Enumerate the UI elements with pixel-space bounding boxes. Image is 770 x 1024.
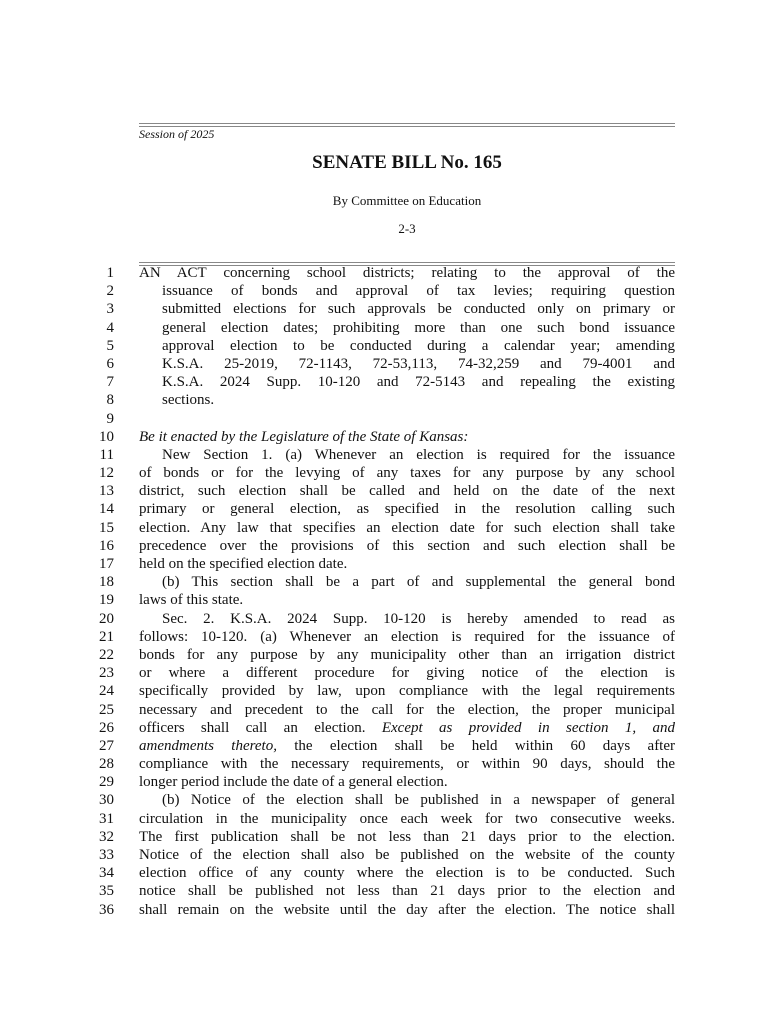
bill-line [0,682,770,700]
header-rule [139,123,675,124]
line-number: 28 [99,756,114,773]
bill-line [0,319,770,337]
bill-line [0,664,770,682]
line-number: 10 [99,428,114,445]
line-text: longer period include the date of a general election. [139,774,448,791]
bill-line [0,464,770,482]
line-text: Notice of the election shall also be published on the website of the county [139,847,675,863]
bill-line [0,846,770,864]
line-text: issuance of bonds and approval of tax levies; requiring question [162,283,675,300]
line-text: The first publication shall be not less than 21 days prior to the election. [139,828,675,845]
session-label: Session of 2025 [139,127,215,141]
bill-line [0,282,770,300]
line-number: 3 [106,301,114,318]
inserted-text: amendments thereto, [139,737,277,754]
bill-line [0,737,770,755]
bill-line [0,519,770,537]
bill-line [0,701,770,719]
bill-line [0,610,770,628]
line-text: approval election to be conducted during a calendar year; amending [162,337,675,354]
line-number: 24 [99,683,114,700]
line-number: 2 [106,283,114,300]
line-number: 11 [99,446,114,463]
line-number: 19 [99,592,114,609]
line-text: shall remain on the website until the day after the election. The notice shall [139,901,675,918]
line-number: 5 [106,337,114,354]
bill-line [0,646,770,664]
bill-line [0,591,770,609]
bill-line [0,355,770,373]
bill-line [0,882,770,900]
bill-line [0,446,770,464]
line-text: K.S.A. 2024 Supp. 10-120 and 72-5143 and repealing the existing [162,374,675,391]
line-text: or where a different procedure for giving notice of the election is [139,665,675,682]
line-number: 15 [99,519,114,536]
line-number: 18 [99,574,114,591]
line-number: 21 [99,628,114,645]
line-number: 8 [106,392,114,409]
title-rule [139,262,675,263]
line-text: AN ACT concerning school districts; relating to the approval of the [139,265,675,281]
inserted-text: Except as provided in section 1, and [381,719,675,736]
line-text: precedence over the provisions of this section and such election shall be [139,537,675,554]
bill-byline: By Committee on Education [332,193,482,208]
line-number: 7 [106,374,114,391]
bill-line [0,391,770,409]
line-text: compliance with the necessary requirements, or within 90 days, should the [139,756,675,773]
line-number: 26 [99,719,114,736]
line-text: submitted elections for such approvals be conducted only on primary or [162,301,675,318]
bill-line [0,555,770,573]
line-number: 1 [106,265,114,281]
line-number: 6 [106,355,114,372]
line-text: K.S.A. 25-2019, 72-1143, 72-53,113, 74-32,259 and 79-4001 and [162,355,675,372]
bill-title: SENATE BILL No. 165 [312,152,502,173]
bill-line [0,264,770,282]
line-number: 36 [99,901,114,918]
line-number: 14 [99,501,114,518]
line-number: 20 [99,610,114,627]
line-number: 32 [99,828,114,845]
line-text: district, such election shall be called and held on the date of the next [139,483,675,500]
line-text: follows: 10-120. (a) Whenever an election is required for the issuance of [139,628,675,645]
line-text: New Section 1. (a) Whenever an election is required for the issuance [162,446,675,463]
bill-line [0,300,770,318]
bill-line [0,864,770,882]
line-text: general election dates; prohibiting more than one such bond issuance [162,319,675,336]
line-number: 30 [99,792,114,809]
line-text-plain: the election shall be held within 60 days after [294,737,675,754]
line-text: sections. [162,392,215,409]
line-number: 29 [99,774,114,791]
line-text: election office of any county where the election is to be conducted. Such [139,865,675,882]
bill-line [0,410,770,428]
enacting-clause: Be it enacted by the Legislature of the State of Kansas: [139,428,469,445]
line-number: 16 [99,537,114,554]
line-text: bonds for any purpose by any municipality other than an irrigation district [139,646,675,663]
line-number: 12 [99,465,114,482]
bill-line [0,719,770,737]
bill-line [0,500,770,518]
line-number: 4 [106,319,114,336]
bill-line [0,755,770,773]
bill-line [0,828,770,846]
bill-line [0,337,770,355]
line-text: held on the specified election date. [139,556,348,572]
line-number: 23 [99,665,114,682]
line-number: 25 [99,701,114,718]
bill-body [0,264,770,919]
line-number: 34 [99,865,114,882]
line-text: primary or general election, as specified in the resolution calling such [139,501,675,518]
line-number: 33 [99,847,114,863]
line-text: notice shall be published not less than 21 days prior to the election and [139,883,675,900]
line-text: election. Any law that specifies an election date for such election shall take [139,519,675,536]
line-text [139,737,675,755]
line-number: 13 [99,483,114,500]
bill-line [0,537,770,555]
bill-date: 2-3 [398,221,416,236]
bill-line [0,810,770,828]
bill-line [0,373,770,391]
bill-line [0,791,770,809]
line-text: specifically provided by law, upon compliance with the legal requirements [139,683,675,700]
line-number: 22 [99,646,114,663]
bill-line [0,482,770,500]
line-number: 17 [99,556,114,572]
line-text [139,719,675,737]
line-text: circulation in the municipality once each week for two consecutive weeks. [139,810,675,827]
line-text: (b) This section shall be a part of and supplemental the general bond [162,574,675,591]
line-number: 27 [99,737,114,754]
line-number: 35 [99,883,114,900]
line-text: laws of this state. [139,592,244,609]
header-rule-double [139,126,675,127]
line-number: 31 [99,810,114,827]
bill-line [0,428,770,446]
bill-line [0,573,770,591]
line-text: necessary and precedent to the call for the election, the proper municipal [139,701,675,718]
bill-line [0,773,770,791]
line-text: of bonds or for the levying of any taxes for any purpose by any school [139,465,675,482]
line-number: 9 [106,410,114,427]
bill-line [0,628,770,646]
line-text: (b) Notice of the election shall be published in a newspaper of general [162,792,675,809]
bill-line [0,901,770,919]
line-text-plain: officers shall call an election. [139,719,366,736]
line-text: Sec. 2. K.S.A. 2024 Supp. 10-120 is hereby amended to read as [162,610,675,627]
